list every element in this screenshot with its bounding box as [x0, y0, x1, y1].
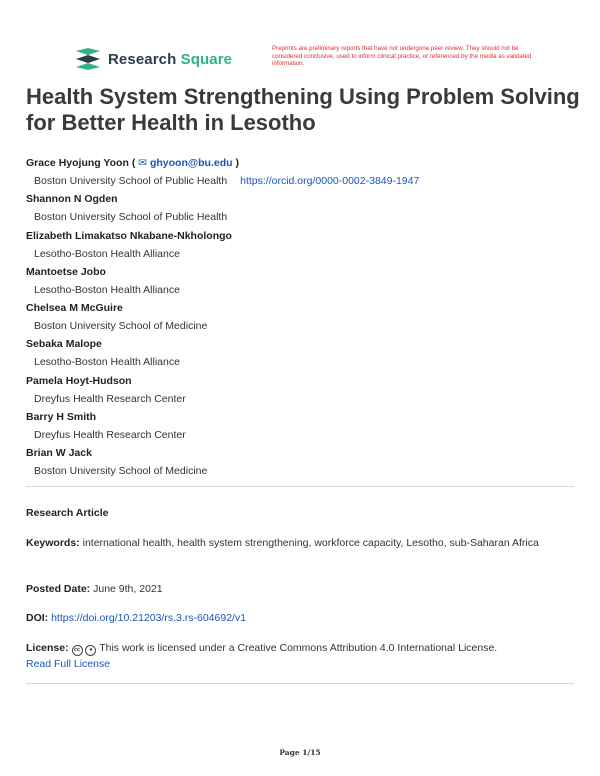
keywords-value: international health, health system strengthening, workforce capacity, Lesotho, sub-Saharan Africa [82, 537, 539, 549]
license-text: This work is licensed under a Creative Commons Attribution 4.0 International License. [99, 642, 498, 654]
license-label: License: [26, 642, 69, 654]
envelope-icon: ✉ [138, 157, 148, 169]
author-item [26, 299, 586, 335]
doi-link[interactable]: https://doi.org/10.21203/rs.3.rs-604692/v1 [51, 612, 247, 624]
author-name: Barry H Smith [26, 411, 97, 424]
doi-label: DOI: [26, 612, 49, 624]
cc-icon: cc [72, 645, 83, 656]
author-affiliation: Lesotho-Boston Health Alliance [34, 283, 180, 296]
author-item [26, 227, 586, 263]
author-affiliation: Boston University School of Medicine [34, 320, 208, 333]
author-affiliation: Dreyfus Health Research Center [34, 429, 186, 442]
author-name: Elizabeth Limakatso Nkabane-Nkholongo [26, 229, 232, 242]
license [26, 640, 574, 672]
author-affiliation: Boston University School of Medicine [34, 465, 208, 478]
posted-date-value: June 9th, 2021 [93, 583, 163, 595]
author-affiliation: Boston University School of Public Health [34, 211, 228, 224]
author-affiliation: Lesotho-Boston Health Alliance [34, 356, 180, 369]
research-square-logo[interactable] [74, 47, 232, 71]
author-item [26, 190, 586, 226]
author-name: Sebaka Malope [26, 338, 102, 351]
read-full-license-link[interactable]: Read Full License [26, 658, 111, 670]
author-affiliation: Boston University School of Public Health [34, 175, 228, 187]
page-number: Page 1/15 [279, 748, 321, 757]
posted-date [26, 581, 574, 597]
orcid-link[interactable]: https://orcid.org/0000-0002-3849-1947 [240, 175, 420, 187]
article-type: Research Article [26, 507, 109, 519]
author-item [26, 372, 586, 408]
author-item [26, 263, 586, 299]
author-item [26, 444, 586, 480]
paper-title: Health System Strengthening Using Problem Solving for Better Health in Lesotho [26, 84, 580, 135]
author-name: Grace Hyojung Yoon [26, 157, 129, 169]
keywords [26, 535, 574, 551]
author-name: Shannon N Ogden [26, 193, 118, 206]
keywords-label: Keywords: [26, 537, 80, 549]
author-affiliation: Lesotho-Boston Health Alliance [34, 247, 180, 260]
author-name: Brian W Jack [26, 447, 92, 460]
author-name: Chelsea M McGuire [26, 302, 123, 315]
brand-name: Research Square [108, 50, 233, 68]
author-name: Pamela Hoyt-Hudson [26, 374, 132, 387]
research-square-logo-icon [74, 47, 102, 71]
author-affiliation: Dreyfus Health Research Center [34, 392, 186, 405]
author-item [26, 408, 586, 444]
author-item [26, 335, 586, 371]
preprint-disclaimer: Preprints are preliminary reports that have not undergone peer review. They should not be considered conclusive, used to inform clinical practice, or referenced by the media as validated information. [272, 45, 532, 68]
author-list [26, 154, 586, 481]
section-divider [26, 683, 574, 684]
section-divider [26, 486, 574, 487]
doi [26, 610, 574, 626]
author-name: Mantoetse Jobo [26, 265, 106, 278]
author-item: Grace Hyojung Yoon ( ✉ ghyoon@bu.edu ) Boston University School of Public Health https://orcid.org/0000-0002-3849-1947 [26, 157, 420, 187]
author-email-link[interactable]: ✉ ghyoon@bu.edu [138, 157, 233, 169]
attribution-icon: ● [85, 645, 96, 656]
posted-date-label: Posted Date: [26, 583, 91, 595]
